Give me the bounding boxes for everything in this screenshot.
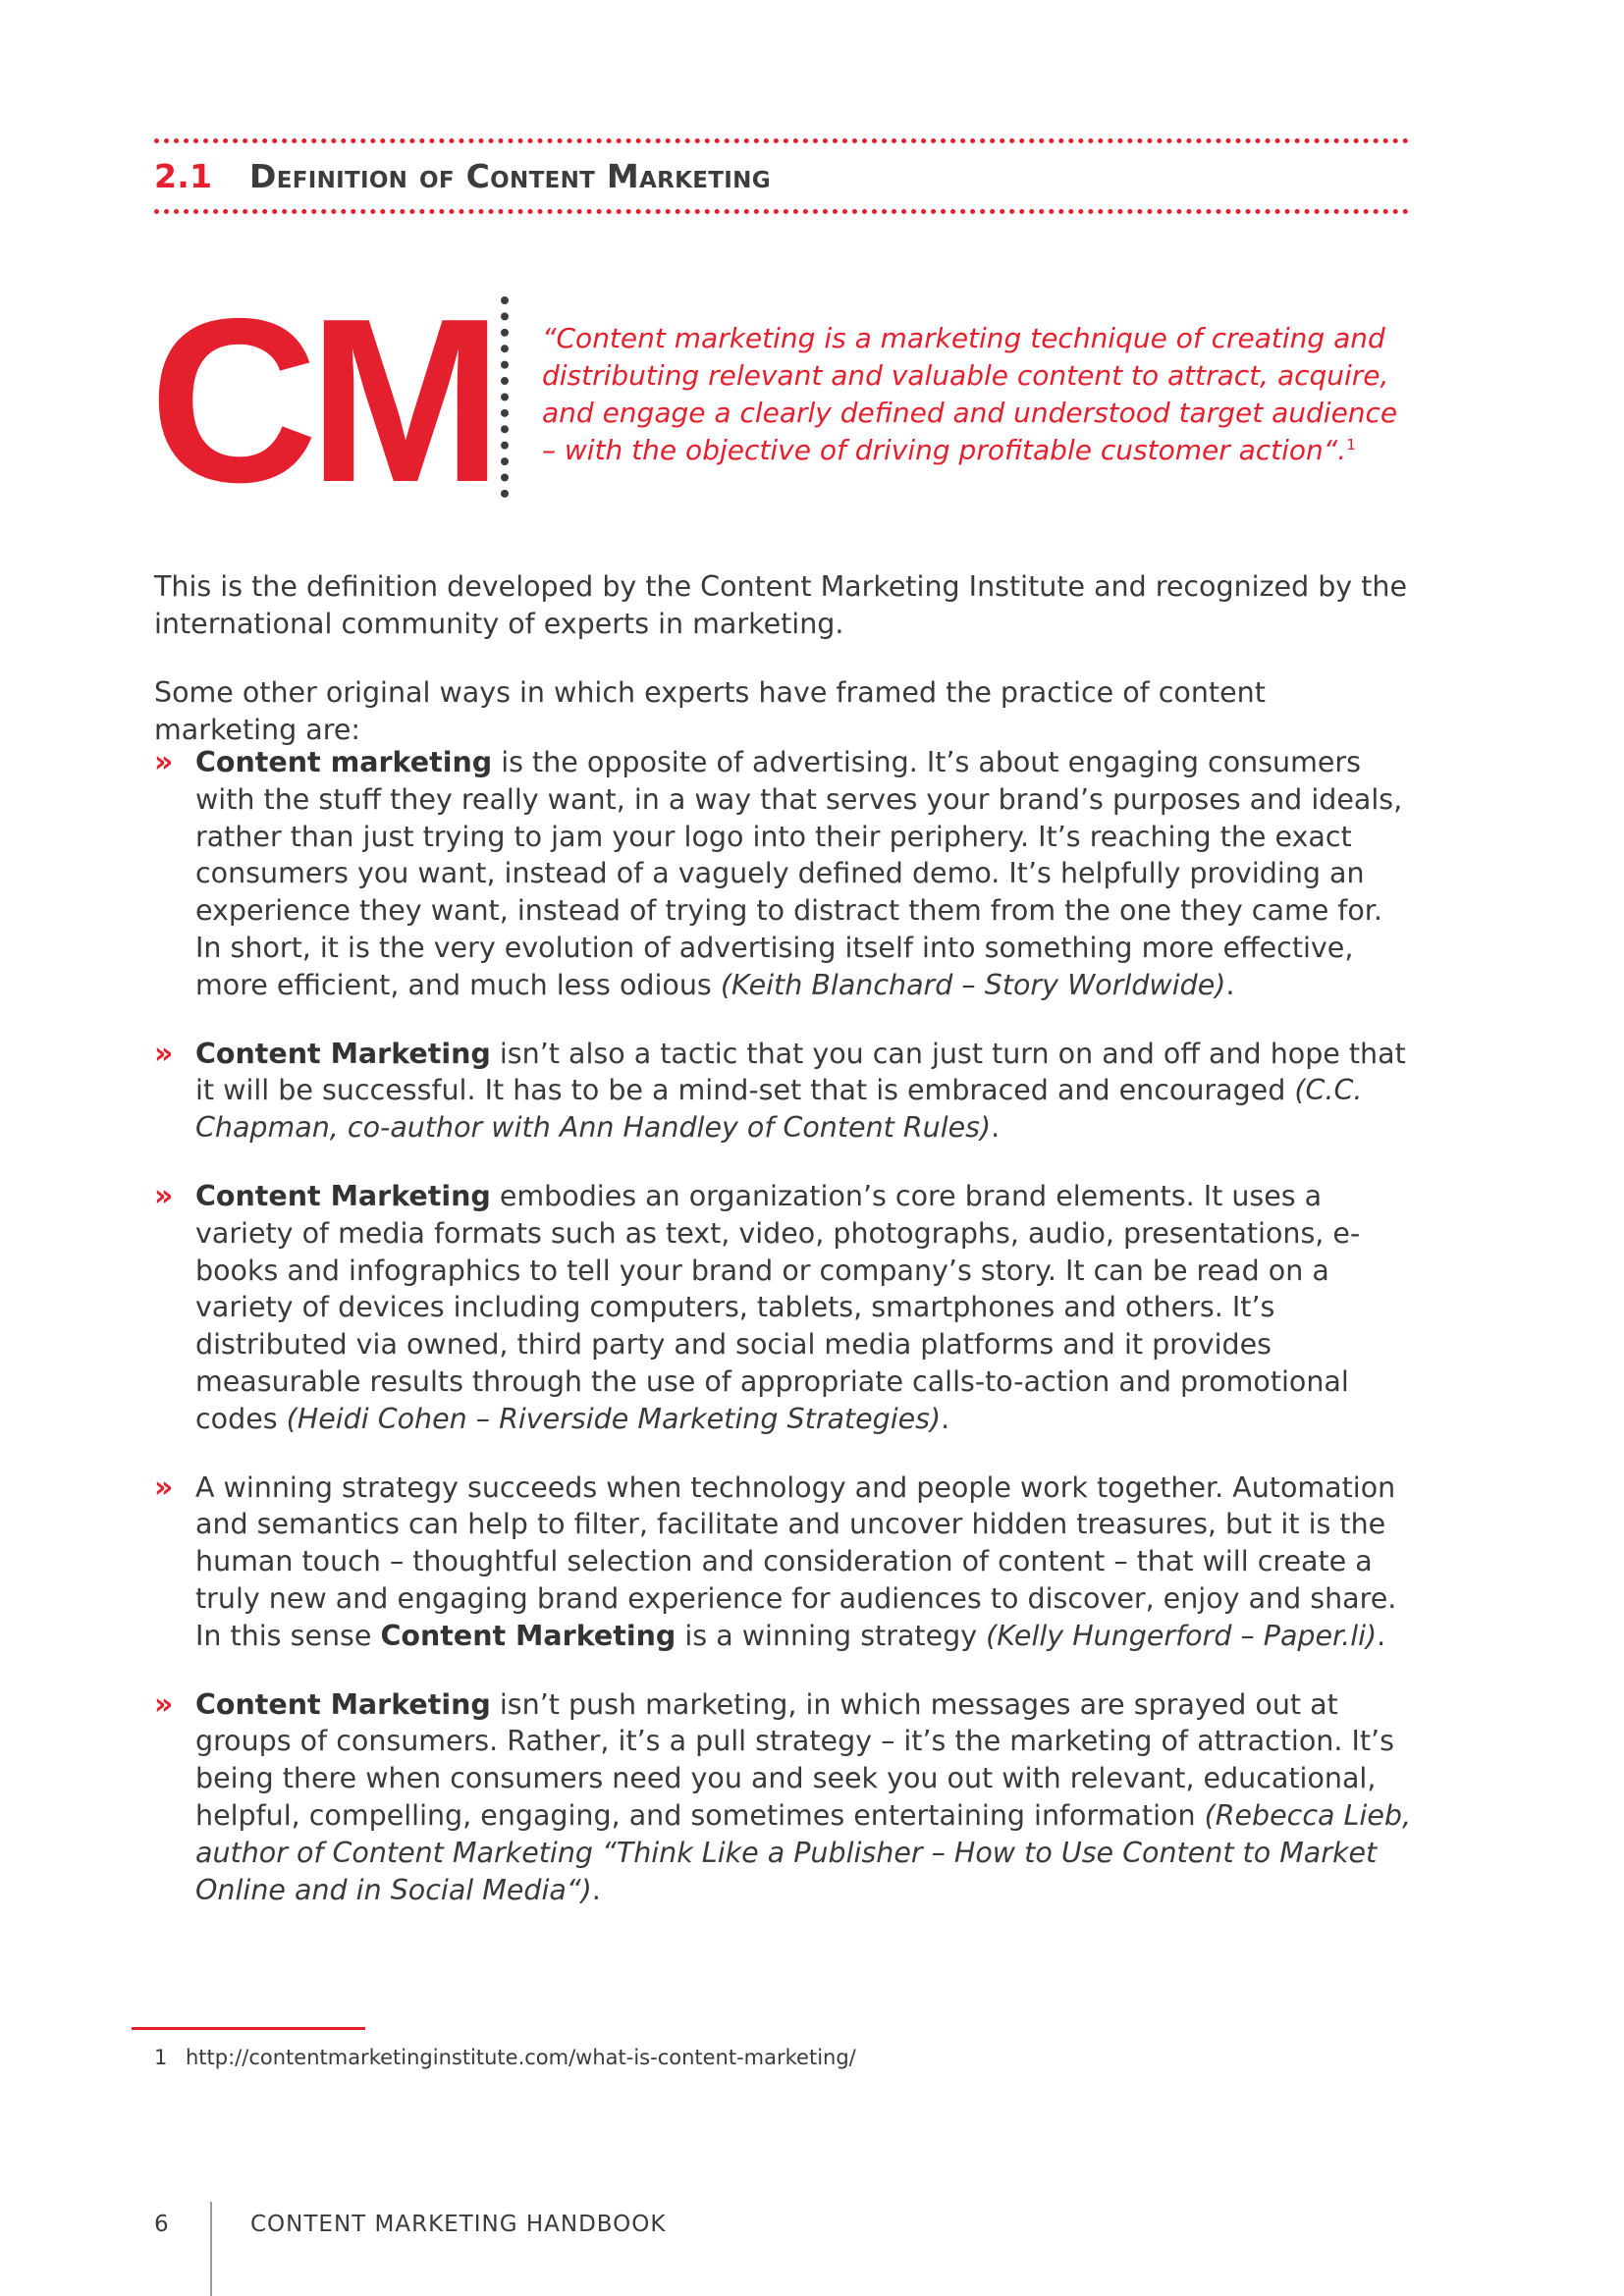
item-end: . — [991, 1111, 1001, 1145]
bullet-icon: » — [154, 1469, 174, 1505]
footnote-rule — [132, 2027, 365, 2030]
section-heading — [154, 157, 771, 196]
quote-text: “Content marketing is a marketing technique of creating and distributing relevant and valuable content to attract, acquire, and engage a clearly defined and understood target audience – with the objective of driving profitable customer action“. — [542, 322, 1398, 466]
list-item — [154, 1469, 1411, 1655]
expert-definitions-list — [154, 744, 1411, 1940]
bullet-icon: » — [154, 1178, 174, 1213]
item-term: Content Marketing — [195, 1687, 491, 1721]
item-text: is a winning strategy — [676, 1619, 987, 1652]
item-end: . — [1225, 968, 1235, 1001]
footnote — [154, 2044, 856, 2071]
item-text: is the opposite of advertising. It’s about engaging consumers with the stuff they really want, in a way that serves your brand’s purposes and ideals, rather than just trying to jam your logo into their periphery. It’s reaching the exact consumers you want, instead of a vaguely defined demo. It’s helpfully providing an experience they want, instead of trying to distract them from the one they came for. In short, it is the very evolution of advertising itself into something more effective, more efficient, and much less odious — [195, 746, 1403, 1001]
item-term: Content marketing — [195, 746, 493, 778]
footnote-ref: 1 — [1346, 436, 1356, 454]
intro-paragraph — [154, 674, 1411, 749]
item-term: Content Marketing — [195, 1037, 491, 1070]
item-source: (Kelly Hungerford – Paper.li) — [986, 1619, 1378, 1652]
bullet-icon: » — [154, 745, 174, 779]
list-item — [154, 1686, 1411, 1909]
list-item — [154, 1178, 1411, 1438]
item-end: . — [1377, 1619, 1386, 1652]
heading-rule-bottom — [154, 209, 1409, 214]
quote-divider — [501, 296, 509, 498]
footer-title: CONTENT MARKETING HANDBOOK — [250, 2212, 667, 2237]
footnote-url: http://contentmarketinginstitute.com/what-is-content-marketing/ — [186, 2046, 856, 2069]
intro-paragraph — [154, 568, 1411, 643]
item-text: embodies an organization’s core brand elements. It uses a variety of media formats such as text, video, photographs, audio, presentations, e-books and infographics to tell your brand or company’s story. It can be read on a variety of devices including computers, tablets, smartphones and others. It’s distributed via owned, third party and social media platforms and it provides measurable results through the use of appropriate calls-to-action and promotional codes — [195, 1179, 1361, 1435]
footer-divider — [210, 2202, 212, 2296]
heading-rule-top — [154, 138, 1409, 143]
item-source: (C.C. Chapman, co-author with Ann Handley of Content Rules) — [195, 1074, 1363, 1145]
item-end: . — [591, 1873, 601, 1906]
list-item — [154, 1036, 1411, 1147]
item-term: Content Marketing — [195, 1179, 491, 1212]
section-number: 2.1 — [154, 157, 213, 195]
page-number: 6 — [154, 2212, 169, 2237]
intro-text: This is the definition developed by the Content Marketing Institute and recognized by the international community of experts in marketing. — [154, 570, 1408, 640]
definition-quote — [542, 320, 1414, 469]
cm-logo: CM — [149, 271, 494, 531]
item-lead: A winning strategy succeeds when technology and people work together. Automation and semantics can help to filter, facilitate and uncover hidden treasures, but it is the human touch – thoughtful selection and consideration of content – that will create a truly new and engaging brand experience for audiences to discover, enjoy and share. In this sense — [195, 1470, 1397, 1652]
item-text: isn’t push marketing, in which messages are sprayed out at groups of consumers. Rather, it’s a pull strategy – it’s the marketing of attraction. It’s being there when consumers need you and seek you out with relevant, educational, helpful, compelling, engaging, and sometimes entertaining information — [195, 1687, 1394, 1832]
item-end: . — [941, 1402, 950, 1435]
bullet-icon: » — [154, 1036, 174, 1071]
bullet-icon: » — [154, 1686, 174, 1722]
item-text: isn’t also a tactic that you can just turn on and off and hope that it will be successful. It has to be a mind-set that is embraced and encouraged — [195, 1037, 1406, 1107]
item-source: (Rebecca Lieb, author of Content Marketing “Think Like a Publisher – How to Use Content to Market Online and in Social Media“) — [195, 1798, 1412, 1906]
intro-text: Some other original ways in which experts have framed the practice of content marketing are: — [154, 676, 1266, 746]
footnote-number: 1 — [154, 2046, 168, 2069]
item-term: Content Marketing — [380, 1619, 677, 1652]
list-item — [154, 744, 1411, 1004]
section-title: Definition of Content Marketing — [249, 157, 771, 195]
item-source: (Heidi Cohen – Riverside Marketing Strategies) — [286, 1402, 942, 1435]
item-source: (Keith Blanchard – Story Worldwide) — [720, 968, 1226, 1001]
